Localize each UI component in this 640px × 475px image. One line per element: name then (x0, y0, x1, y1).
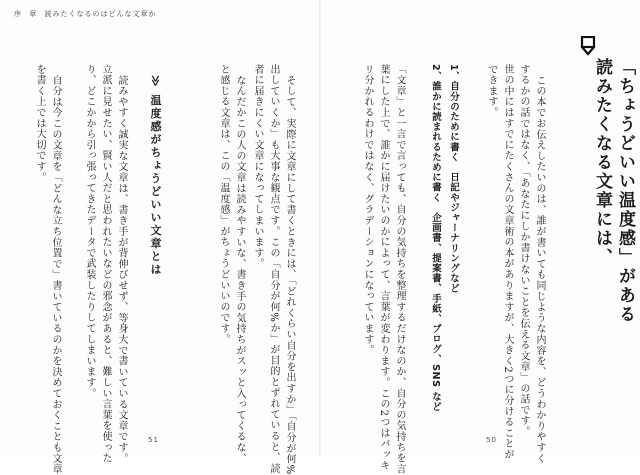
left-para-2-line-5: を書く上では大切です。 (34, 64, 45, 183)
left-para-2-line-4: 自分は今この文章を「どんな立ち位置で」書いているのかを決めておくことも文章 (50, 75, 61, 475)
left-para-1-line-1: そして、実際に文章にして書くときには、「どれくらい自分を出すか」「自分が何% (284, 75, 295, 475)
list-item-1: 1、自分のために書く 日記やジャーナリングなど (448, 64, 459, 294)
right-para-2-line-1: 「文章」と一言で言っても、自分の気持ちを整理するだけなのか、自分の気持ちを言 (394, 64, 405, 475)
left-para-1-line-5: と感じる文章は、この「温度感」がちょうどいいのです。 (218, 64, 229, 345)
chapter-number: 序 (14, 10, 22, 18)
pencil-icon (580, 36, 596, 56)
subsection-heading: ≫ 温度感がちょうどいい文章とは (149, 75, 162, 277)
right-para-1-line-2: するかの話ではなく、「あなたにしか書けないことを伝える文章」の話です。 (518, 64, 529, 437)
page-gutter (319, 0, 321, 455)
list-item-2: 2、誰かに読まれるために書く 企画書、提案書、手紙、ブログ、SNS など (430, 64, 441, 412)
right-para-2-line-3: リ分かれるわけではなく、グラデーションになっています。 (362, 64, 373, 356)
section-title-line-2: 「ちょうどいい温度感」がある (615, 58, 635, 324)
left-para-1-line-4: なんだかこの人の文章は読みやすいな、書き手の気持ちがスッと入ってくるな、 (234, 75, 245, 464)
chapter-label: 章 (29, 10, 38, 18)
left-para-2-line-2: 立派に見せたい、賢い人だと思われたいなどの邪念があると、難しい言葉を使った (100, 64, 111, 464)
right-para-2-line-2: 葉にした上で、誰かに届けたいのかによって、言葉が変わります。この2つはバッキ (378, 64, 389, 471)
right-para-1-line-1: この本でお伝えしたいのは、誰が書いても同じような内容を、どうわかりやすく (534, 75, 545, 464)
page-number-right: 50 (486, 436, 497, 444)
left-para-1-line-2: 出していくか」も大事な観点です。この「自分が何%か」が目的とずれていると、読 (268, 64, 279, 474)
running-head (14, 9, 156, 19)
right-para-1-line-4: できます。 (486, 64, 497, 118)
left-para-2-line-3: り、どこかから引っ張ってきたデータで武装したりしてしまいます。 (84, 64, 95, 399)
running-head-text: 読みたくなるのはどんな文章か (44, 10, 157, 18)
right-para-1-line-3: 世の中にはすでにたくさんの文章術の本がありますが、大きく2つに分けることが (502, 64, 513, 460)
left-para-1-line-3: 者に届きにくい文章になってしまいます。 (252, 64, 263, 270)
section-title-line-1: 読みたくなる文章には、 (592, 58, 612, 267)
left-para-2-line-1: 読みやすく誠実な文章は、書き手が背伸びせず、等身大で書いている文章です。 (116, 75, 127, 464)
page-number-left: 51 (148, 436, 159, 444)
